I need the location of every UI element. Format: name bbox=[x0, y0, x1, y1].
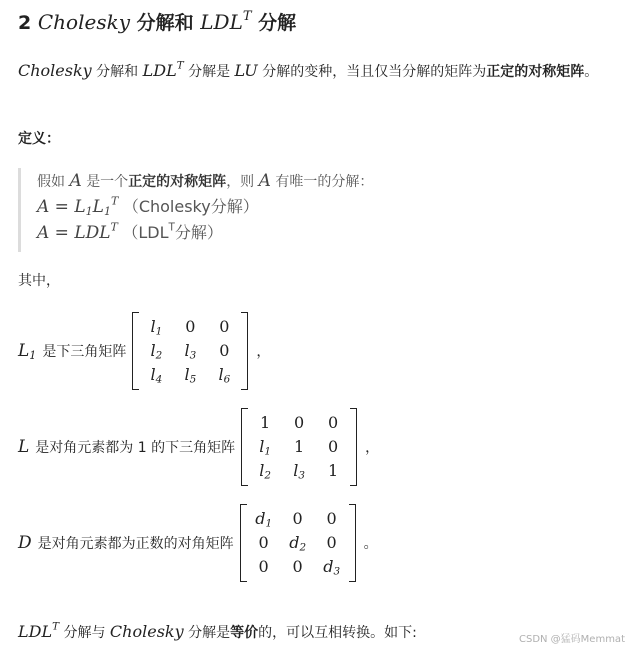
intro-bold: 正定的对称矩阵 bbox=[486, 64, 585, 80]
matrix-cell: $d_3$ bbox=[323, 557, 341, 578]
matrix-cell: 0 bbox=[328, 437, 339, 456]
heading-text-2: 分解 bbox=[258, 12, 297, 34]
matrix-cell: 0 bbox=[292, 509, 303, 528]
matrix-cell: 0 bbox=[294, 413, 305, 432]
matrix-D bbox=[240, 504, 356, 582]
matrix-cell: 0 bbox=[292, 557, 303, 576]
matrix-cell: $l_4$ bbox=[150, 365, 163, 386]
matrix-cell: 0 bbox=[185, 317, 196, 336]
matrix-cell: $l_1$ bbox=[259, 437, 271, 458]
definition-blockquote bbox=[18, 168, 417, 252]
row-L1: $L_1$ 是下三角矩阵 $l_1$ 0 0 $l_2$ $l_3$ 0 $l_4$ $l_5$ $l_6$ ， bbox=[18, 312, 270, 390]
quote-line-1: 假如 A 是一个正定的对称矩阵，则 A 有唯一的分解： bbox=[37, 171, 374, 191]
heading-cholesky: Cholesky bbox=[37, 10, 130, 34]
watermark: CSDN @猛码Memmat bbox=[518, 634, 625, 645]
matrix-cell: $l_5$ bbox=[184, 365, 197, 386]
matrix-cell: 0 bbox=[328, 413, 339, 432]
matrix-cell: $d_1$ bbox=[255, 509, 273, 530]
quote-line-2: $A = L_1L_1^T$ （Cholesky分解） bbox=[37, 194, 259, 218]
section-heading bbox=[18, 8, 296, 35]
matrix-cell: $l_3$ bbox=[184, 341, 197, 362]
heading-number: 2 bbox=[18, 12, 32, 34]
matrix-cell: $d_2$ bbox=[289, 533, 307, 554]
matrix-cell: 0 bbox=[219, 317, 230, 336]
matrix-L1 bbox=[132, 312, 248, 390]
matrix-cell: $l_2$ bbox=[150, 341, 163, 362]
row-D: D 是对角元素都为正数的对角矩阵 $d_1$ 0 0 0 $d_2$ 0 0 0 $d_3$ 。 bbox=[18, 504, 378, 582]
matrix-cell: 1 bbox=[328, 461, 339, 480]
matrix-cell: $l_6$ bbox=[218, 365, 231, 386]
quote-line-3: $A = LDL^T$ （$LDL^T$分解） bbox=[37, 220, 223, 243]
row-L: L 是对角元素都为 1 的下三角矩阵 1 0 0 $l_1$ 1 0 $l_2$ $l_3$ 1 ， bbox=[18, 408, 379, 486]
matrix-cell: $l_2$ bbox=[259, 461, 271, 482]
matrix-cell: 0 bbox=[326, 533, 337, 552]
heading-text-1: 分解和 bbox=[136, 12, 194, 34]
definition-label: 定义： bbox=[18, 131, 60, 147]
matrix-cell: $l_1$ bbox=[150, 317, 163, 338]
intro-paragraph: Cholesky 分解和 $LDL^T$ 分解是 LU 分解的变种，当且仅当分解的矩阵为正定的对称矩阵。 bbox=[18, 59, 599, 80]
matrix-L bbox=[241, 408, 357, 486]
matrix-cell: $l_3$ bbox=[293, 461, 305, 482]
matrix-cell: 0 bbox=[258, 533, 269, 552]
matrix-cell: 0 bbox=[219, 341, 230, 360]
equivalence-paragraph: $LDL^T$ 分解与 Cholesky 分解是等价的，可以互相转换。如下: bbox=[18, 620, 417, 641]
matrix-cell: 1 bbox=[260, 413, 271, 432]
heading-ldlt: $LDL^T$ bbox=[200, 8, 252, 34]
matrix-cell: 0 bbox=[258, 557, 269, 576]
matrix-cell: 1 bbox=[294, 437, 305, 456]
matrix-cell: 0 bbox=[326, 509, 337, 528]
where-label: 其中， bbox=[18, 273, 60, 289]
